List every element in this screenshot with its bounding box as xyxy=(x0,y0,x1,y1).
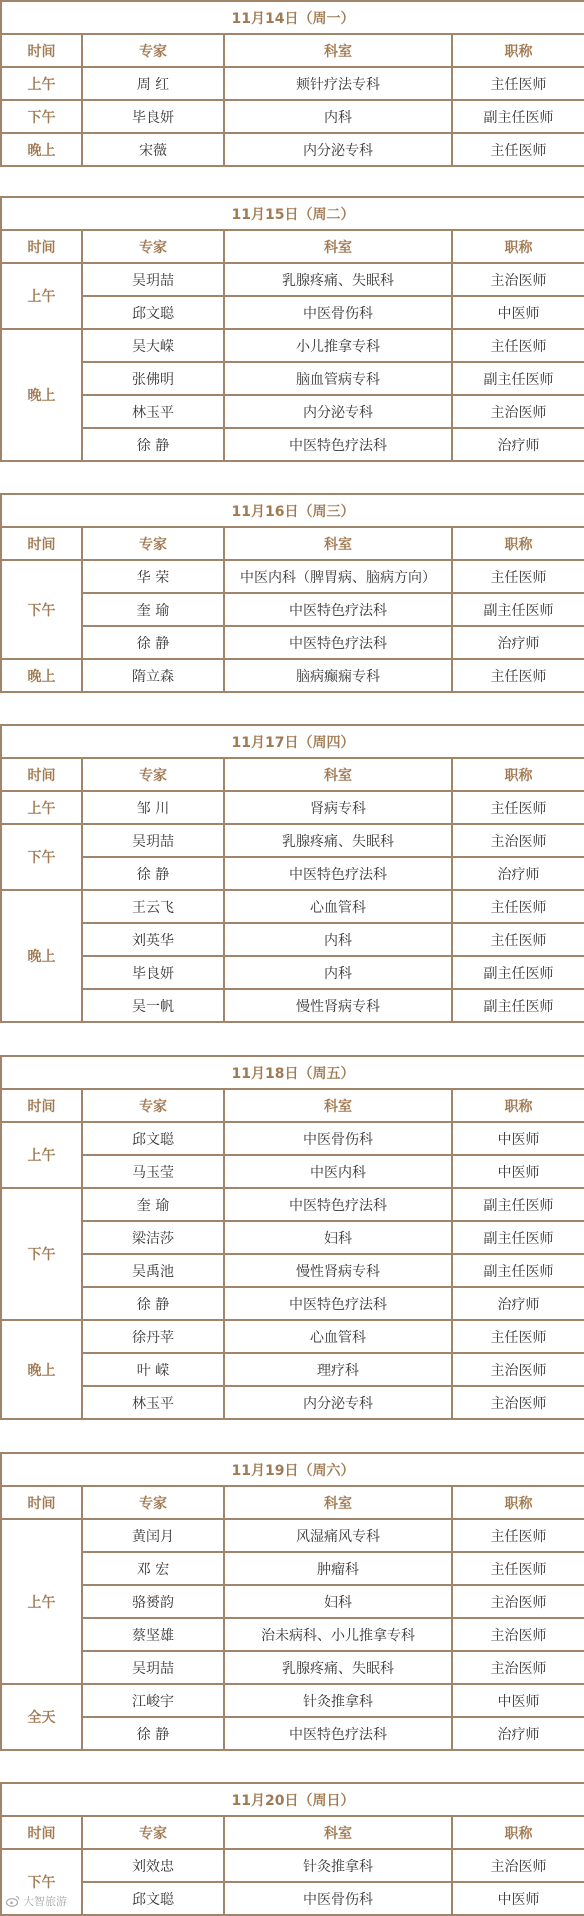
column-header: 专家 xyxy=(82,758,224,791)
schedule-table xyxy=(0,0,584,167)
column-header: 职称 xyxy=(452,1486,584,1519)
time-period-cell: 晚上 xyxy=(1,329,82,461)
time-period-cell: 上午 xyxy=(1,1519,82,1684)
day-title: 11月19日（周六） xyxy=(1,1453,584,1486)
expert-cell: 毕良妍 xyxy=(82,100,224,133)
expert-cell: 张佛明 xyxy=(82,362,224,395)
day-title: 11月18日（周五） xyxy=(1,1056,584,1089)
expert-cell: 奎 瑜 xyxy=(82,593,224,626)
expert-cell: 吴玥喆 xyxy=(82,1651,224,1684)
time-period-cell: 上午 xyxy=(1,263,82,329)
expert-cell: 邹 川 xyxy=(82,791,224,824)
title-rank-cell: 主任医师 xyxy=(452,133,584,166)
title-rank-cell: 主任医师 xyxy=(452,560,584,593)
department-cell: 脑病癫痫专科 xyxy=(224,659,452,692)
expert-cell: 毕良妍 xyxy=(82,956,224,989)
expert-cell: 叶 嵘 xyxy=(82,1353,224,1386)
expert-cell: 吴玥喆 xyxy=(82,824,224,857)
time-period-cell: 上午 xyxy=(1,67,82,100)
column-header: 时间 xyxy=(1,1816,82,1849)
expert-cell: 林玉平 xyxy=(82,1386,224,1419)
day-schedule xyxy=(0,724,584,1023)
day-title: 11月15日（周二） xyxy=(1,197,584,230)
table-row xyxy=(1,329,584,362)
expert-cell: 蔡坚雄 xyxy=(82,1618,224,1651)
time-period-cell: 晚上 xyxy=(1,133,82,166)
column-header: 专家 xyxy=(82,527,224,560)
table-row xyxy=(1,1287,584,1320)
schedule-table xyxy=(0,724,584,1023)
time-period-cell: 全天 xyxy=(1,1684,82,1750)
column-header: 科室 xyxy=(224,1816,452,1849)
title-rank-cell: 副主任医师 xyxy=(452,1254,584,1287)
expert-cell: 黄闰月 xyxy=(82,1519,224,1552)
day-title: 11月16日（周三） xyxy=(1,494,584,527)
day-schedule xyxy=(0,196,584,462)
table-row xyxy=(1,428,584,461)
day-schedule xyxy=(0,0,584,167)
expert-cell: 邓 宏 xyxy=(82,1552,224,1585)
title-rank-cell: 副主任医师 xyxy=(452,100,584,133)
department-cell: 心血管科 xyxy=(224,890,452,923)
title-rank-cell: 治疗师 xyxy=(452,1287,584,1320)
expert-cell: 吴禹池 xyxy=(82,1254,224,1287)
title-rank-cell: 主治医师 xyxy=(452,395,584,428)
title-rank-cell: 主治医师 xyxy=(452,1651,584,1684)
expert-cell: 江峻宇 xyxy=(82,1684,224,1717)
title-rank-cell: 副主任医师 xyxy=(452,362,584,395)
department-cell: 中医特色疗法科 xyxy=(224,1717,452,1750)
expert-cell: 奎 瑜 xyxy=(82,1188,224,1221)
table-row xyxy=(1,923,584,956)
title-rank-cell: 副主任医师 xyxy=(452,956,584,989)
department-cell: 乳腺疼痛、失眠科 xyxy=(224,263,452,296)
expert-cell: 徐 静 xyxy=(82,1287,224,1320)
department-cell: 内分泌专科 xyxy=(224,1386,452,1419)
expert-cell: 徐 静 xyxy=(82,857,224,890)
column-header: 职称 xyxy=(452,758,584,791)
expert-cell: 吴大嵘 xyxy=(82,329,224,362)
title-rank-cell: 治疗师 xyxy=(452,626,584,659)
table-row xyxy=(1,1122,584,1155)
table-row xyxy=(1,824,584,857)
department-cell: 中医骨伤科 xyxy=(224,1882,452,1915)
department-cell: 乳腺疼痛、失眠科 xyxy=(224,824,452,857)
column-header: 科室 xyxy=(224,34,452,67)
schedule-table xyxy=(0,493,584,693)
expert-cell: 邱文聪 xyxy=(82,1882,224,1915)
table-row xyxy=(1,1188,584,1221)
expert-cell: 吴一帆 xyxy=(82,989,224,1022)
column-header: 职称 xyxy=(452,1816,584,1849)
table-row xyxy=(1,659,584,692)
time-period-cell: 上午 xyxy=(1,791,82,824)
table-row xyxy=(1,1519,584,1552)
day-title: 11月14日（周一） xyxy=(1,1,584,34)
column-header: 职称 xyxy=(452,527,584,560)
title-rank-cell: 主任医师 xyxy=(452,1552,584,1585)
title-rank-cell: 治疗师 xyxy=(452,428,584,461)
department-cell: 针灸推拿科 xyxy=(224,1684,452,1717)
table-row xyxy=(1,395,584,428)
watermark xyxy=(6,1893,67,1909)
column-header: 时间 xyxy=(1,1486,82,1519)
time-period-cell: 下午 xyxy=(1,1849,82,1915)
column-header: 职称 xyxy=(452,230,584,263)
department-cell: 小儿推拿专科 xyxy=(224,329,452,362)
department-cell: 中医特色疗法科 xyxy=(224,593,452,626)
title-rank-cell: 主任医师 xyxy=(452,1519,584,1552)
department-cell: 肾病专科 xyxy=(224,791,452,824)
expert-cell: 隋立森 xyxy=(82,659,224,692)
department-cell: 颊针疗法专科 xyxy=(224,67,452,100)
day-schedule xyxy=(0,493,584,693)
column-header: 专家 xyxy=(82,230,224,263)
department-cell: 中医特色疗法科 xyxy=(224,857,452,890)
day-schedule xyxy=(0,1055,584,1420)
expert-cell: 王云飞 xyxy=(82,890,224,923)
department-cell: 慢性肾病专科 xyxy=(224,989,452,1022)
title-rank-cell: 中医师 xyxy=(452,1882,584,1915)
title-rank-cell: 主治医师 xyxy=(452,824,584,857)
title-rank-cell: 中医师 xyxy=(452,1684,584,1717)
expert-cell: 宋薇 xyxy=(82,133,224,166)
time-period-cell: 下午 xyxy=(1,560,82,659)
department-cell: 中医特色疗法科 xyxy=(224,626,452,659)
department-cell: 内分泌专科 xyxy=(224,133,452,166)
column-header: 时间 xyxy=(1,527,82,560)
table-row xyxy=(1,956,584,989)
column-header: 专家 xyxy=(82,1486,224,1519)
table-row xyxy=(1,67,584,100)
column-header: 科室 xyxy=(224,758,452,791)
title-rank-cell: 中医师 xyxy=(452,1155,584,1188)
expert-cell: 吴玥喆 xyxy=(82,263,224,296)
table-row xyxy=(1,791,584,824)
time-period-cell: 晚上 xyxy=(1,1320,82,1419)
column-header: 时间 xyxy=(1,34,82,67)
table-row xyxy=(1,1717,584,1750)
department-cell: 脑血管病专科 xyxy=(224,362,452,395)
department-cell: 中医内科 xyxy=(224,1155,452,1188)
department-cell: 理疗科 xyxy=(224,1353,452,1386)
expert-cell: 徐 静 xyxy=(82,626,224,659)
table-row xyxy=(1,100,584,133)
title-rank-cell: 主任医师 xyxy=(452,329,584,362)
department-cell: 中医内科（脾胃病、脑病方向） xyxy=(224,560,452,593)
table-row xyxy=(1,1618,584,1651)
expert-cell: 骆赟韵 xyxy=(82,1585,224,1618)
title-rank-cell: 主任医师 xyxy=(452,67,584,100)
expert-cell: 邱文聪 xyxy=(82,296,224,329)
title-rank-cell: 治疗师 xyxy=(452,857,584,890)
expert-cell: 刘效忠 xyxy=(82,1849,224,1882)
title-rank-cell: 主任医师 xyxy=(452,923,584,956)
expert-cell: 梁洁莎 xyxy=(82,1221,224,1254)
department-cell: 肿瘤科 xyxy=(224,1552,452,1585)
time-period-cell: 上午 xyxy=(1,1122,82,1188)
expert-cell: 邱文聪 xyxy=(82,1122,224,1155)
time-period-cell: 下午 xyxy=(1,100,82,133)
column-header: 时间 xyxy=(1,230,82,263)
title-rank-cell: 主治医师 xyxy=(452,1618,584,1651)
department-cell: 妇科 xyxy=(224,1221,452,1254)
table-row xyxy=(1,1585,584,1618)
department-cell: 针灸推拿科 xyxy=(224,1849,452,1882)
expert-cell: 周 红 xyxy=(82,67,224,100)
table-row xyxy=(1,1221,584,1254)
column-header: 科室 xyxy=(224,527,452,560)
day-schedule xyxy=(0,1782,584,1916)
expert-cell: 马玉莹 xyxy=(82,1155,224,1188)
column-header: 职称 xyxy=(452,1089,584,1122)
department-cell: 风湿痛风专科 xyxy=(224,1519,452,1552)
weibo-logo-icon xyxy=(6,1895,20,1907)
table-row xyxy=(1,1882,584,1915)
title-rank-cell: 治疗师 xyxy=(452,1717,584,1750)
department-cell: 乳腺疼痛、失眠科 xyxy=(224,1651,452,1684)
department-cell: 内科 xyxy=(224,100,452,133)
title-rank-cell: 副主任医师 xyxy=(452,1188,584,1221)
department-cell: 治未病科、小儿推拿专科 xyxy=(224,1618,452,1651)
table-row xyxy=(1,1552,584,1585)
time-period-cell: 下午 xyxy=(1,1188,82,1320)
title-rank-cell: 副主任医师 xyxy=(452,593,584,626)
column-header: 时间 xyxy=(1,1089,82,1122)
time-period-cell: 晚上 xyxy=(1,659,82,692)
title-rank-cell: 副主任医师 xyxy=(452,989,584,1022)
column-header: 科室 xyxy=(224,230,452,263)
table-row xyxy=(1,593,584,626)
department-cell: 心血管科 xyxy=(224,1320,452,1353)
table-row xyxy=(1,1320,584,1353)
department-cell: 慢性肾病专科 xyxy=(224,1254,452,1287)
column-header: 专家 xyxy=(82,1816,224,1849)
title-rank-cell: 中医师 xyxy=(452,1122,584,1155)
table-row xyxy=(1,857,584,890)
title-rank-cell: 主治医师 xyxy=(452,1386,584,1419)
table-row xyxy=(1,1155,584,1188)
department-cell: 中医骨伤科 xyxy=(224,1122,452,1155)
day-schedule xyxy=(0,1452,584,1751)
title-rank-cell: 主任医师 xyxy=(452,1320,584,1353)
department-cell: 中医特色疗法科 xyxy=(224,428,452,461)
day-title: 11月20日（周日） xyxy=(1,1783,584,1816)
table-row xyxy=(1,560,584,593)
department-cell: 内科 xyxy=(224,956,452,989)
title-rank-cell: 主任医师 xyxy=(452,890,584,923)
table-row xyxy=(1,362,584,395)
table-row xyxy=(1,263,584,296)
schedule-table xyxy=(0,1055,584,1420)
expert-cell: 徐丹苹 xyxy=(82,1320,224,1353)
table-row xyxy=(1,1651,584,1684)
time-period-cell: 下午 xyxy=(1,824,82,890)
table-row xyxy=(1,1386,584,1419)
column-header: 时间 xyxy=(1,758,82,791)
table-row xyxy=(1,989,584,1022)
table-row xyxy=(1,296,584,329)
department-cell: 中医特色疗法科 xyxy=(224,1287,452,1320)
title-rank-cell: 主治医师 xyxy=(452,1849,584,1882)
schedule-table xyxy=(0,196,584,462)
expert-cell: 华 荣 xyxy=(82,560,224,593)
department-cell: 中医特色疗法科 xyxy=(224,1188,452,1221)
schedule-table xyxy=(0,1782,584,1916)
expert-cell: 林玉平 xyxy=(82,395,224,428)
department-cell: 中医骨伤科 xyxy=(224,296,452,329)
table-row xyxy=(1,1254,584,1287)
day-title: 11月17日（周四） xyxy=(1,725,584,758)
column-header: 科室 xyxy=(224,1486,452,1519)
table-row xyxy=(1,1849,584,1882)
column-header: 科室 xyxy=(224,1089,452,1122)
department-cell: 内分泌专科 xyxy=(224,395,452,428)
department-cell: 内科 xyxy=(224,923,452,956)
title-rank-cell: 中医师 xyxy=(452,296,584,329)
table-row xyxy=(1,890,584,923)
table-row xyxy=(1,133,584,166)
table-row xyxy=(1,1684,584,1717)
table-row xyxy=(1,1353,584,1386)
title-rank-cell: 主治医师 xyxy=(452,1585,584,1618)
expert-cell: 徐 静 xyxy=(82,428,224,461)
column-header: 职称 xyxy=(452,34,584,67)
expert-cell: 徐 静 xyxy=(82,1717,224,1750)
title-rank-cell: 主任医师 xyxy=(452,791,584,824)
title-rank-cell: 主治医师 xyxy=(452,263,584,296)
column-header: 专家 xyxy=(82,34,224,67)
title-rank-cell: 主治医师 xyxy=(452,1353,584,1386)
department-cell: 妇科 xyxy=(224,1585,452,1618)
expert-cell: 刘英华 xyxy=(82,923,224,956)
watermark-text: 大智旅游 xyxy=(23,1895,67,1908)
time-period-cell: 晚上 xyxy=(1,890,82,1022)
column-header: 专家 xyxy=(82,1089,224,1122)
schedule-table xyxy=(0,1452,584,1751)
table-row xyxy=(1,626,584,659)
title-rank-cell: 副主任医师 xyxy=(452,1221,584,1254)
title-rank-cell: 主任医师 xyxy=(452,659,584,692)
